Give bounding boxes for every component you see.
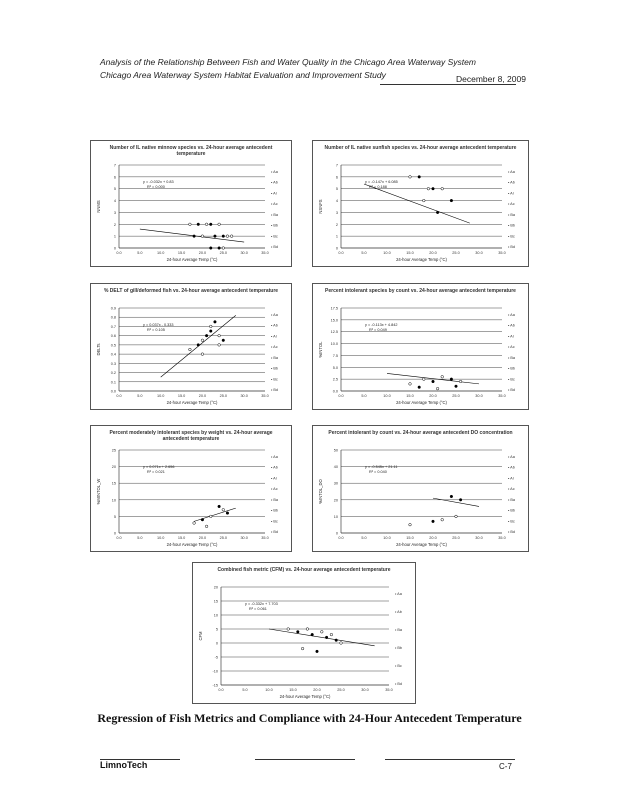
- y-tick-label: 5: [335, 187, 338, 192]
- y-tick-label: 7: [113, 163, 116, 168]
- header-line-1: Analysis of the Relationship Between Fish and Water Quality in the Chicago Area Waterway System: [100, 57, 476, 67]
- y-tick-label: 20: [333, 498, 338, 503]
- y-tick-label: 10.0: [330, 342, 338, 347]
- regression-equation: y = -0.545x + 21.11: [365, 465, 398, 469]
- data-point: [214, 321, 217, 324]
- header-line-2: Chicago Area Waterway System Habitat Evaluation and Improvement Study: [100, 70, 386, 80]
- y-tick-label: 0.1: [110, 380, 116, 385]
- y-tick-label: 15.0: [330, 318, 338, 323]
- x-tick-label: 5.0: [137, 536, 143, 540]
- data-point: [459, 499, 462, 502]
- legend-label: • Ac: [508, 345, 515, 350]
- x-tick-label: 30.0: [240, 251, 248, 255]
- x-tick-label: 25.0: [337, 688, 345, 692]
- x-tick-label: 10.0: [157, 251, 165, 255]
- data-point: [418, 386, 421, 389]
- legend-label: • Ba: [271, 355, 279, 360]
- trend-line: [364, 184, 470, 223]
- chart-panel-4: [312, 283, 529, 410]
- x-tick-label: 10.0: [157, 536, 165, 540]
- data-point: [450, 199, 453, 202]
- y-tick-label: 30: [333, 481, 338, 486]
- y-tick-label: 1: [335, 234, 338, 239]
- x-tick-label: 20.0: [429, 251, 437, 255]
- data-point: [218, 344, 221, 347]
- x-tick-label: 5.0: [361, 536, 367, 540]
- x-tick-label: 20.0: [198, 536, 207, 540]
- y-tick-label: 10: [213, 613, 218, 618]
- data-point: [340, 642, 343, 645]
- y-tick-label: 25: [111, 448, 116, 453]
- data-point: [432, 380, 435, 383]
- x-tick-label: 10.0: [383, 536, 391, 540]
- x-tick-label: 25.0: [219, 536, 227, 540]
- data-point: [301, 647, 304, 650]
- legend-label: • Ba: [508, 212, 516, 217]
- legend-label: • Ac: [271, 345, 278, 350]
- y-tick-label: 20: [111, 465, 116, 470]
- data-point: [226, 512, 229, 515]
- data-point: [222, 247, 225, 250]
- data-point: [218, 334, 221, 337]
- x-tick-label: 0.0: [116, 536, 122, 540]
- x-tick-label: 10.0: [157, 394, 165, 398]
- legend-label: • Ab: [271, 465, 278, 470]
- legend-label: • Ba: [395, 628, 403, 632]
- legend-label: • Bb: [271, 223, 279, 228]
- x-tick-label: 30.0: [240, 394, 248, 398]
- y-tick-label: 0: [335, 531, 338, 536]
- x-tick-label: 15.0: [406, 251, 414, 255]
- data-point: [335, 639, 338, 642]
- y-tick-label: 0.5: [110, 343, 116, 348]
- data-point: [297, 631, 300, 634]
- legend-label: • Ac: [508, 202, 515, 207]
- y-tick-label: 0: [335, 246, 338, 251]
- x-tick-label: 35.0: [498, 394, 506, 398]
- x-tick-label: 0.0: [338, 394, 344, 398]
- chart-panel-5: [90, 425, 292, 552]
- data-point: [201, 518, 204, 521]
- y-tick-label: 6: [113, 175, 116, 180]
- data-point: [306, 628, 309, 631]
- data-point: [205, 525, 208, 528]
- figure-caption: Regression of Fish Metrics and Compliance with 24-Hour Antecedent Temperature: [97, 711, 522, 725]
- trend-line: [194, 508, 236, 521]
- header-rule: [380, 84, 516, 85]
- x-tick-label: 30.0: [240, 536, 248, 540]
- chart-panel-2: [312, 140, 529, 267]
- y-tick-label: 0.0: [110, 389, 116, 394]
- data-point: [436, 211, 439, 214]
- y-tick-label: 4: [113, 199, 116, 204]
- legend-label: • Bb: [508, 366, 516, 371]
- legend-label: • Bc: [508, 234, 515, 239]
- data-point: [423, 378, 426, 381]
- x-tick-label: 20.0: [429, 536, 437, 540]
- trend-line: [433, 498, 479, 506]
- footer-company: LimnoTech: [100, 760, 148, 770]
- data-point: [287, 628, 290, 631]
- y-tick-label: 7: [335, 163, 338, 168]
- x-tick-label: 35.0: [261, 394, 269, 398]
- x-tick-label: 30.0: [475, 394, 483, 398]
- data-point: [325, 636, 328, 639]
- regression-r2: R² = 0.061: [249, 607, 267, 611]
- legend-label: • Al: [508, 191, 514, 196]
- y-tick-label: 0.9: [110, 306, 116, 311]
- x-tick-label: 15.0: [406, 394, 414, 398]
- regression-equation: y = -0.332x + 7.703: [245, 602, 278, 606]
- y-tick-label: 2: [113, 222, 116, 227]
- y-tick-label: 0.6: [110, 334, 116, 339]
- legend-label: • Bc: [395, 664, 402, 668]
- data-point: [209, 515, 212, 518]
- x-tick-label: 15.0: [289, 688, 297, 692]
- data-point: [436, 387, 439, 390]
- legend-label: • Bd: [508, 388, 516, 392]
- y-tick-label: 12.5: [330, 330, 338, 335]
- data-point: [441, 375, 444, 378]
- chart-title: Combined fish metric (CFM) vs. 24-hour average antecedent temperature: [217, 567, 391, 573]
- legend-label: • Ab: [508, 465, 515, 470]
- x-tick-label: 35.0: [498, 536, 506, 540]
- chart-panel-1: [90, 140, 292, 267]
- y-axis-label: DELTs: [96, 343, 101, 356]
- legend-label: • Bd: [395, 682, 403, 686]
- y-tick-label: 20: [213, 585, 218, 590]
- legend-label: • Al: [271, 334, 277, 339]
- legend-label: • Aa: [271, 170, 278, 174]
- x-axis-label: 24-hour Average Temp (°C): [279, 694, 331, 699]
- y-tick-label: 0: [215, 641, 218, 646]
- x-tick-label: 15.0: [406, 536, 414, 540]
- y-tick-label: 7.5: [332, 353, 338, 358]
- chart-svg: [313, 141, 528, 266]
- regression-r2: R² = 0.040: [369, 470, 387, 474]
- y-tick-label: 10: [111, 498, 116, 503]
- legend-label: • Ba: [271, 212, 279, 217]
- y-tick-label: 15: [213, 599, 218, 604]
- data-point: [316, 650, 319, 653]
- data-point: [459, 380, 462, 383]
- data-point: [432, 187, 435, 190]
- data-point: [201, 339, 204, 342]
- y-tick-label: 0.7: [110, 324, 116, 329]
- y-axis-label: %INTOL: [318, 341, 323, 358]
- legend-label: • Ab: [271, 323, 278, 328]
- data-point: [209, 223, 212, 226]
- legend-label: • Ac: [508, 487, 515, 492]
- y-tick-label: -15: [212, 683, 218, 688]
- legend-label: • Aa: [271, 455, 278, 459]
- chart-title: Percent intolerant species by count vs. 24-hour average antecedent temperature: [325, 288, 516, 294]
- data-point: [427, 187, 430, 190]
- legend-label: • Al: [271, 476, 277, 481]
- chart-svg: [193, 563, 415, 703]
- data-point: [450, 378, 453, 381]
- data-point: [222, 508, 225, 511]
- y-tick-label: 50: [333, 448, 338, 453]
- data-point: [455, 385, 458, 388]
- y-tick-label: -10: [212, 669, 218, 674]
- legend-label: • Bd: [271, 245, 279, 249]
- y-axis-label: %MINTOL_W: [96, 478, 101, 505]
- legend-label: • Bc: [508, 519, 515, 524]
- x-tick-label: 30.0: [475, 251, 483, 255]
- data-point: [209, 247, 212, 250]
- x-tick-label: 0.0: [218, 688, 224, 692]
- legend-label: • Aa: [395, 592, 402, 596]
- legend-label: • Al: [508, 476, 514, 481]
- y-tick-label: 0.4: [110, 352, 116, 357]
- regression-r2: R² = 0.021: [147, 470, 165, 474]
- y-tick-label: 0.2: [110, 371, 116, 376]
- y-tick-label: 15: [111, 481, 116, 486]
- legend-label: • Ab: [508, 323, 515, 328]
- legend-label: • Bb: [508, 223, 516, 228]
- data-point: [197, 344, 200, 347]
- legend-label: • Ba: [508, 355, 516, 360]
- x-tick-label: 0.0: [338, 251, 344, 255]
- legend-label: • Bd: [271, 530, 279, 534]
- x-tick-label: 30.0: [475, 536, 483, 540]
- legend-label: • Ba: [508, 497, 516, 502]
- x-tick-label: 35.0: [385, 688, 393, 692]
- y-tick-label: 10: [333, 514, 338, 519]
- x-tick-label: 35.0: [498, 251, 506, 255]
- data-point: [423, 199, 426, 202]
- x-tick-label: 20.0: [313, 688, 321, 692]
- regression-equation: y = -0.032x + 0.83: [143, 180, 174, 184]
- legend-label: • Aa: [271, 313, 278, 317]
- data-point: [189, 348, 192, 351]
- x-tick-label: 10.0: [265, 688, 273, 692]
- data-point: [441, 187, 444, 190]
- chart-title: Number of IL native sunfish species vs. 24-hour average antecedent temperature: [324, 145, 517, 151]
- y-tick-label: 5: [113, 514, 116, 519]
- x-axis-label: 24-hour Average Temp (°C): [396, 257, 447, 262]
- x-tick-label: 5.0: [137, 394, 143, 398]
- x-tick-label: 20.0: [198, 251, 207, 255]
- legend-label: • Aa: [508, 313, 515, 317]
- legend-label: • Ac: [271, 487, 278, 492]
- chart-title: Percent intolerant by count vs. 24-hour average antecedent DO concentration: [328, 430, 513, 436]
- data-point: [222, 339, 225, 342]
- footer-rule: [385, 759, 515, 760]
- data-point: [214, 235, 217, 238]
- regression-r2: R² = 0.188: [369, 185, 387, 189]
- data-point: [432, 520, 435, 523]
- y-tick-label: 4: [335, 199, 338, 204]
- data-point: [205, 334, 208, 337]
- y-tick-label: 0: [113, 531, 116, 536]
- x-tick-label: 0.0: [116, 251, 122, 255]
- x-tick-label: 25.0: [452, 251, 460, 255]
- chart-panel-7: [192, 562, 416, 704]
- legend-label: • Ba: [271, 497, 279, 502]
- chart-svg: [91, 141, 291, 266]
- data-point: [218, 247, 221, 250]
- y-tick-label: 3: [335, 210, 338, 215]
- data-point: [193, 235, 196, 238]
- footer-page-number: C-7: [499, 762, 512, 771]
- regression-equation: y = -0.113x + 4.842: [365, 323, 398, 327]
- x-axis-label: 24-hour Average Temp (°C): [166, 400, 218, 405]
- x-axis-label: 24-hour Average Temp (°C): [166, 542, 218, 547]
- x-tick-label: 25.0: [452, 394, 460, 398]
- x-tick-label: 20.0: [198, 394, 207, 398]
- regression-r2: R² = 0.049: [369, 328, 387, 332]
- legend-label: • Bc: [508, 377, 515, 382]
- chart-title: Percent moderately intolerant species by weight vs. 24-hour average antecedent temperature: [109, 430, 273, 442]
- x-tick-label: 5.0: [242, 688, 248, 692]
- data-point: [418, 176, 421, 179]
- y-axis-label: CFM: [198, 631, 203, 641]
- chart-svg: [313, 284, 528, 409]
- legend-label: • Bb: [508, 508, 516, 513]
- x-tick-label: 10.0: [383, 394, 391, 398]
- legend-label: • Al: [508, 334, 514, 339]
- data-point: [455, 515, 458, 518]
- regression-equation: y = -0.147x + 6.085: [365, 180, 398, 184]
- x-tick-label: 10.0: [383, 251, 391, 255]
- legend-label: • Aa: [508, 455, 515, 459]
- x-tick-label: 30.0: [361, 688, 369, 692]
- data-point: [226, 235, 229, 238]
- y-tick-label: 0.8: [110, 315, 116, 320]
- chart-svg: [91, 284, 291, 409]
- x-tick-label: 5.0: [361, 251, 367, 255]
- x-tick-label: 35.0: [261, 251, 269, 255]
- x-tick-label: 15.0: [177, 394, 186, 398]
- x-tick-label: 20.0: [429, 394, 437, 398]
- chart-svg: [313, 426, 528, 551]
- chart-title: % DELT of gill/deformed fish vs. 24-hour average antecedent temperature: [103, 288, 279, 294]
- legend-label: • Bb: [271, 508, 279, 513]
- legend-label: • Bc: [271, 234, 278, 239]
- x-tick-label: 25.0: [219, 251, 227, 255]
- chart-title: Number of IL native minnow species vs. 24-hour average antecedent temperature: [109, 145, 273, 157]
- data-point: [193, 522, 196, 525]
- legend-label: • Al: [271, 191, 277, 196]
- legend-label: • Bc: [271, 519, 278, 524]
- data-point: [218, 505, 221, 508]
- legend-label: • Bb: [395, 646, 403, 650]
- y-axis-label: NNMS: [96, 200, 101, 213]
- x-tick-label: 5.0: [361, 394, 367, 398]
- x-tick-label: 25.0: [452, 536, 460, 540]
- data-point: [218, 223, 221, 226]
- y-tick-label: 2.5: [332, 377, 338, 382]
- x-axis-label: 24-hour Average Temp (°C): [396, 400, 447, 405]
- y-tick-label: 2: [335, 222, 338, 227]
- regression-r2: R² = 0.000: [147, 185, 165, 189]
- x-tick-label: 5.0: [137, 251, 143, 255]
- data-point: [409, 383, 412, 386]
- x-axis-label: 24-hour Average Temp (°C): [396, 542, 447, 547]
- y-axis-label: NSNFS: [318, 199, 323, 214]
- x-tick-label: 15.0: [177, 536, 186, 540]
- chart-svg: [91, 426, 291, 551]
- y-axis-label: %INTOL_DO: [318, 479, 323, 504]
- y-tick-label: 0: [113, 246, 116, 251]
- data-point: [222, 235, 225, 238]
- data-point: [209, 330, 212, 333]
- y-tick-label: 6: [335, 175, 338, 180]
- y-tick-label: 1: [113, 234, 116, 239]
- y-tick-label: 5: [215, 627, 218, 632]
- legend-label: • Bc: [271, 377, 278, 382]
- legend-label: • Bd: [271, 388, 279, 392]
- y-tick-label: 40: [333, 465, 338, 470]
- legend-label: • Aa: [508, 170, 515, 174]
- data-point: [201, 353, 204, 356]
- chart-panel-3: [90, 283, 292, 410]
- chart-panel-6: [312, 425, 529, 552]
- legend-label: • Ab: [508, 180, 515, 185]
- regression-equation: y = 0.071x + 2.656: [143, 465, 175, 469]
- y-tick-label: 0.3: [110, 361, 116, 366]
- data-point: [450, 495, 453, 498]
- footer-rule: [255, 759, 355, 760]
- data-point: [230, 235, 233, 238]
- data-point: [189, 223, 192, 226]
- data-point: [311, 633, 314, 636]
- x-tick-label: 15.0: [177, 251, 186, 255]
- y-tick-label: 3: [113, 210, 116, 215]
- data-point: [330, 633, 333, 636]
- data-point: [201, 235, 204, 238]
- y-tick-label: 5: [113, 187, 116, 192]
- data-point: [409, 523, 412, 526]
- header-date: December 8, 2009: [456, 74, 526, 84]
- x-tick-label: 35.0: [261, 536, 269, 540]
- data-point: [409, 176, 412, 179]
- legend-label: • Ac: [271, 202, 278, 207]
- y-tick-label: 17.5: [330, 306, 338, 311]
- x-tick-label: 0.0: [338, 536, 344, 540]
- data-point: [321, 631, 324, 634]
- regression-equation: y = 0.037x - 0.333: [143, 323, 174, 327]
- data-point: [197, 223, 200, 226]
- x-axis-label: 24-hour Average Temp (°C): [166, 257, 218, 262]
- legend-label: • Bd: [508, 245, 516, 249]
- data-point: [209, 325, 212, 328]
- x-tick-label: 0.0: [116, 394, 122, 398]
- y-tick-label: 0.0: [332, 389, 338, 394]
- y-tick-label: -5: [214, 655, 218, 660]
- legend-label: • Ab: [395, 610, 402, 614]
- regression-r2: R² = 0.105: [147, 328, 165, 332]
- legend-label: • Bd: [508, 530, 516, 534]
- legend-label: • Ab: [271, 180, 278, 185]
- y-tick-label: 5.0: [332, 365, 338, 370]
- legend-label: • Bb: [271, 366, 279, 371]
- data-point: [205, 223, 208, 226]
- data-point: [441, 518, 444, 521]
- x-tick-label: 25.0: [219, 394, 227, 398]
